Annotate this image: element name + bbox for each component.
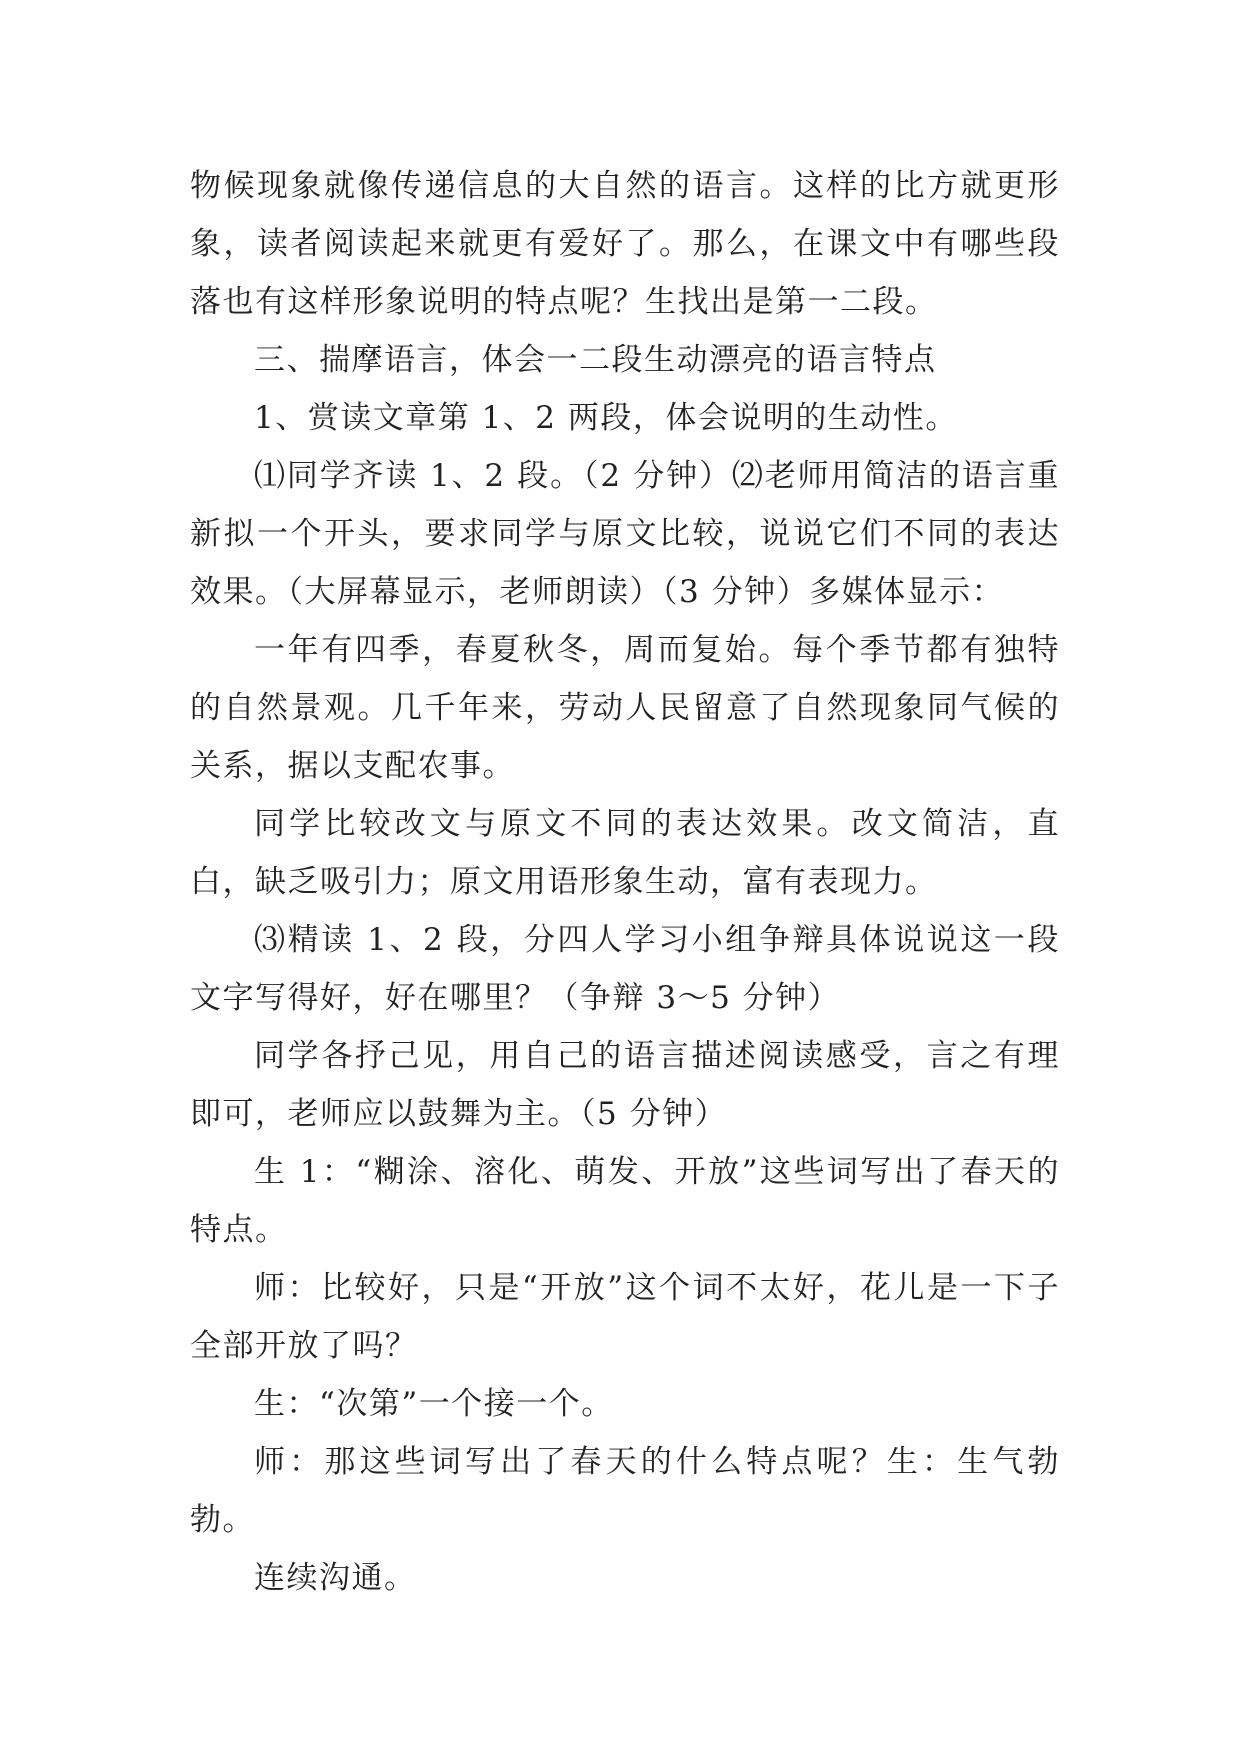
section-heading: 三、揣摩语言，体会一二段生动漂亮的语言特点 [254, 342, 937, 378]
paragraph: 连续沟通。 [254, 1560, 417, 1596]
paragraph: 同学比较改文与原文不同的表达效果。改文简洁，直白，缺乏吸引力；原文用语形象生动，富有表现力。 [190, 806, 1060, 900]
paragraph: 物候现象就像传递信息的大自然的语言。这样的比方就更形象，读者阅读起来就更有爱好了。那么，在课文中有哪些段落也有这样形象说明的特点呢？生找出是第一二段。 [190, 168, 1060, 320]
paragraph: 同学各抒己见，用自己的语言描述阅读感受，言之有理即可，老师应以鼓舞为主。（5 分钟） [190, 1038, 1060, 1132]
dialogue-line: 生 1：“糊涂、溶化、萌发、开放”这些词写出了春天的特点。 [190, 1154, 1060, 1248]
dialogue-line: 师：比较好，只是“开放”这个词不太好，花儿是一下子全部开放了吗？ [190, 1270, 1060, 1364]
dialogue-line: 生：“次第”一个接一个。 [254, 1386, 614, 1422]
paragraph: ⑴同学齐读 1、2 段。（2 分钟）⑵老师用简洁的语言重新拟一个开头，要求同学与原文比较，说说它们不同的表达效果。（大屏幕显示，老师朗读）（3 分钟）多媒体显示： [190, 458, 1060, 610]
paragraph: ⑶精读 1、2 段，分四人学习小组争辩具体说说这一段文字写得好，好在哪里？（争辩 3～5 分钟） [190, 922, 1060, 1016]
sub-heading: 1、赏读文章第 1、2 两段，体会说明的生动性。 [254, 400, 958, 436]
document-body [190, 157, 1060, 1607]
dialogue-line: 师：那这些词写出了春天的什么特点呢？生：生气勃勃。 [190, 1444, 1060, 1538]
paragraph: 一年有四季，春夏秋冬，周而复始。每个季节都有独特的自然景观。几千年来，劳动人民留意了自然现象同气候的关系，据以支配农事。 [190, 632, 1060, 784]
